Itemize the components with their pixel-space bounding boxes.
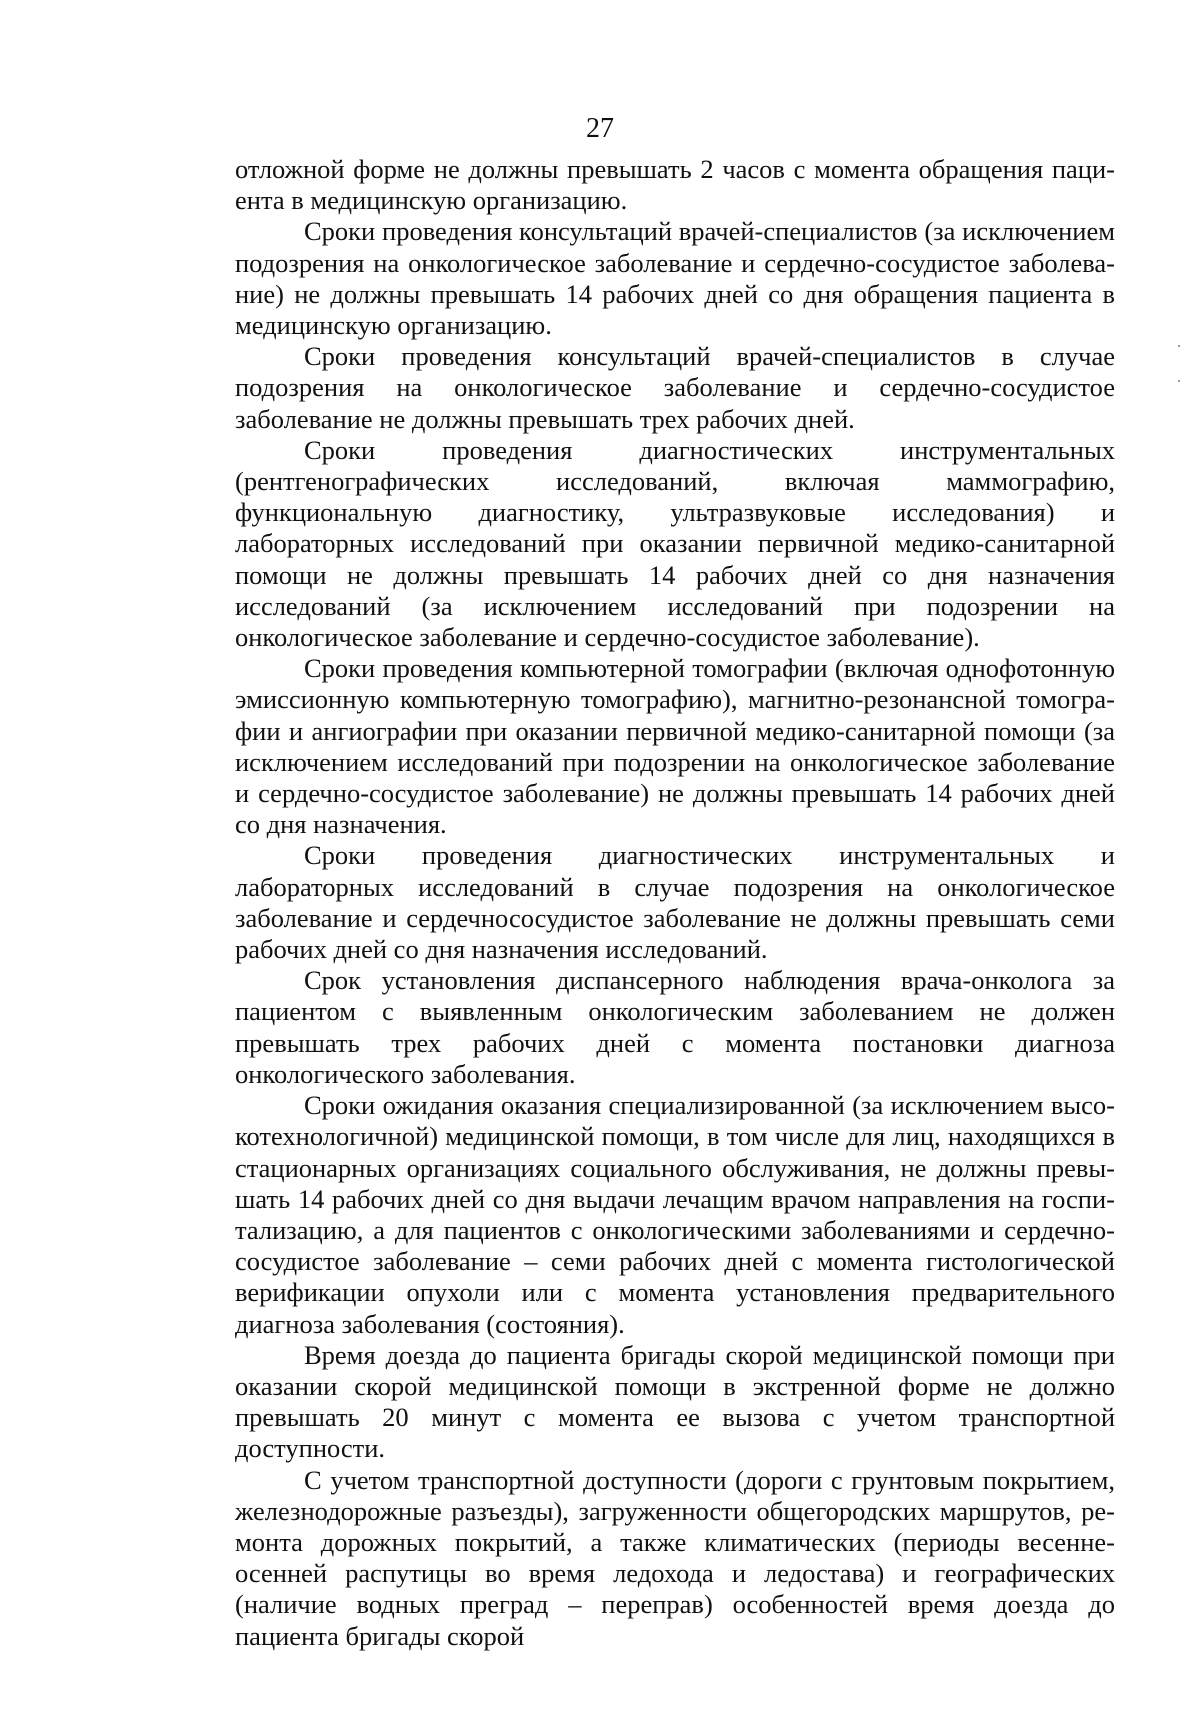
paragraph: Сроки проведения диагностических инструментальных (рентгенографических исследований, включая маммографию, функциональную диагностику, ультразвуковые исследования) и лабораторных исследований при оказании первичной медико-санитарной помощи не должны превышать 14 рабочих дней со дня назначения исследований (за исключением исследований при подозрении на онкологическое заболевание и сердечно-сосудистое заболевание). [235, 434, 1115, 653]
paragraph: Сроки проведения консультаций врачей-специалистов (за исключением подозрения на онкологическое заболевание и сердечно-сосудистое заболевание) не должны превышать 14 рабочих дней со дня обращения пациента в медицинскую организацию. [235, 216, 1115, 341]
document-body [235, 154, 1115, 1652]
scan-speck [1178, 380, 1180, 382]
paragraph: Сроки проведения консультаций врачей-специалистов в случае подозрения на онкологическое заболевание и сердечно-сосудистое заболевание не должны превышать трех рабочих дней. [235, 341, 1115, 434]
paragraph: Сроки ожидания оказания специализированной (за исключением высокотехнологичной) медицинской помощи, в том числе для лиц, находящихся в стационарных организациях социального обслуживания, не должны превышать 14 рабочих дней со дня выдачи лечащим врачом направления на госпитализацию, а для пациентов с онкологическими заболеваниями и сердечно-сосудистое заболевание – семи рабочих дней с момента гистологической верификации опухоли или с момента установления предварительного диагноза заболевания (состояния). [235, 1090, 1115, 1339]
scan-speck [1178, 345, 1180, 347]
page-number: 27 [586, 113, 614, 144]
paragraph: С учетом транспортной доступности (дороги с грунтовым покрытием, железнодорожные разъезды), загруженности общегородских маршрутов, ремонта дорожных покрытий, а также климатических (периоды весенне-осенней распутицы во время ледохода и ледостава) и географических (наличие водных преград – переправ) особенностей время доезда до пациента бригады скорой [235, 1464, 1115, 1651]
paragraph: Сроки проведения диагностических инструментальных и лабораторных исследований в случае подозрения на онкологическое заболевание и сердечнососудистое заболевание не должны превышать семи рабочих дней со дня назначения исследований. [235, 840, 1115, 965]
paragraph: Сроки проведения компьютерной томографии (включая однофотонную эмиссионную компьютерную томографию), магнитно-резонансной томографии и ангиографии при оказании первичной медико-санитарной помощи (за исключением исследований при подозрении на онкологическое заболевание и сердечно-сосудистое заболевание) не должны превышать 14 рабочих дней со дня назначения. [235, 653, 1115, 840]
paragraph: Время доезда до пациента бригады скорой медицинской помощи при оказании скорой медицинской помощи в экстренной форме не должно превышать 20 минут с момента ее вызова с учетом транспортной доступности. [235, 1339, 1115, 1464]
paragraph-continuation: отложной форме не должны превышать 2 часов с момента обращения пациента в медицинскую организацию. [235, 154, 1115, 216]
paragraph: Срок установления диспансерного наблюдения врача-онколога за пациентом с выявленным онкологическим заболеванием не должен превышать трех рабочих дней с момента постановки диагноза онкологического заболевания. [235, 965, 1115, 1089]
